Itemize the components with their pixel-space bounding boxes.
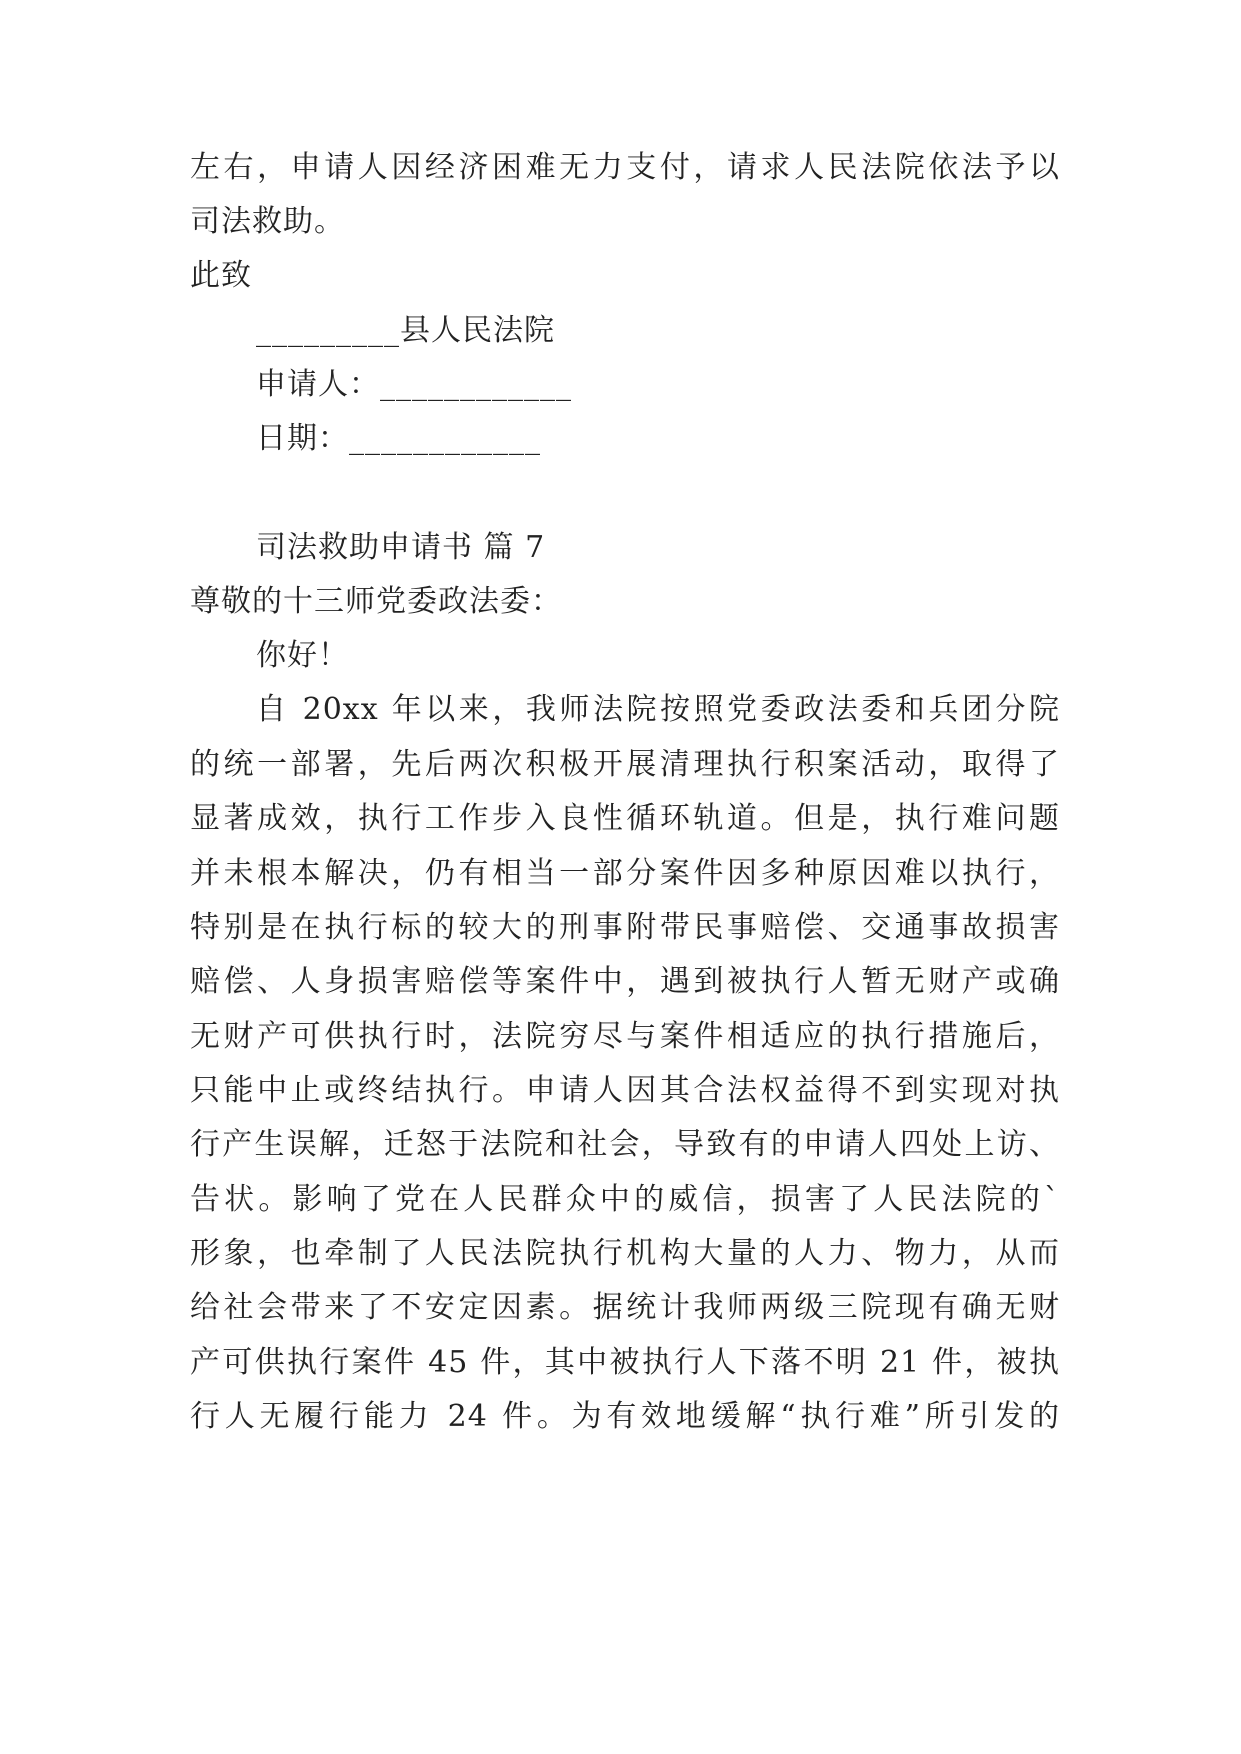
body-line-6: 赔偿、人身损害赔偿等案件中，遇到被执行人暂无财产或确 bbox=[190, 964, 1060, 999]
body-line-2: 的统一部署，先后两次积极开展清理执行积案活动，取得了 bbox=[190, 747, 1060, 782]
body-line-8: 只能中止或终结执行。申请人因其合法权益得不到实现对执 bbox=[190, 1073, 1060, 1108]
body-line-7: 无财产可供执行时，法院穷尽与案件相适应的执行措施后， bbox=[190, 1019, 1060, 1054]
body-line-10: 告状。影响了党在人民群众中的威信，损害了人民法院的` bbox=[190, 1182, 1060, 1217]
body-line-3: 显著成效，执行工作步入良性循环轨道。但是，执行难问题 bbox=[190, 801, 1060, 836]
body-line-9: 行产生误解，迁怒于法院和社会，导致有的申请人四处上访、 bbox=[190, 1127, 1060, 1162]
date-line: 日期：____________ bbox=[256, 421, 541, 456]
greeting: 你好！ bbox=[256, 638, 349, 673]
intro-line-1: 左右，申请人因经济困难无力支付，请求人民法院依法予以 bbox=[190, 150, 1060, 185]
body-line-4: 并未根本解决，仍有相当一部分案件因多种原因难以执行， bbox=[190, 856, 1060, 891]
body-line-12: 给社会带来了不安定因素。据统计我师两级三院现有确无财 bbox=[190, 1290, 1060, 1325]
section-title: 司法救助申请书 篇 7 bbox=[256, 530, 546, 565]
body-line-14: 行人无履行能力 24 件。为有效地缓解“执行难”所引发的 bbox=[190, 1399, 1060, 1434]
applicant-line: 申请人：____________ bbox=[256, 367, 572, 402]
salutation: 此致 bbox=[190, 258, 252, 293]
body-line-13: 产可供执行案件 45 件，其中被执行人下落不明 21 件，被执 bbox=[190, 1345, 1060, 1380]
intro-line-2: 司法救助。 bbox=[190, 204, 345, 239]
addressee: _________县人民法院 bbox=[256, 313, 555, 348]
body-line-5: 特别是在执行标的较大的刑事附带民事赔偿、交通事故损害 bbox=[190, 910, 1060, 945]
body-line-1: 自 20xx 年以来，我师法院按照党委政法委和兵团分院 bbox=[256, 692, 1060, 727]
body-line-11: 形象，也牵制了人民法院执行机构大量的人力、物力，从而 bbox=[190, 1236, 1060, 1271]
recipient: 尊敬的十三师党委政法委： bbox=[190, 584, 562, 619]
